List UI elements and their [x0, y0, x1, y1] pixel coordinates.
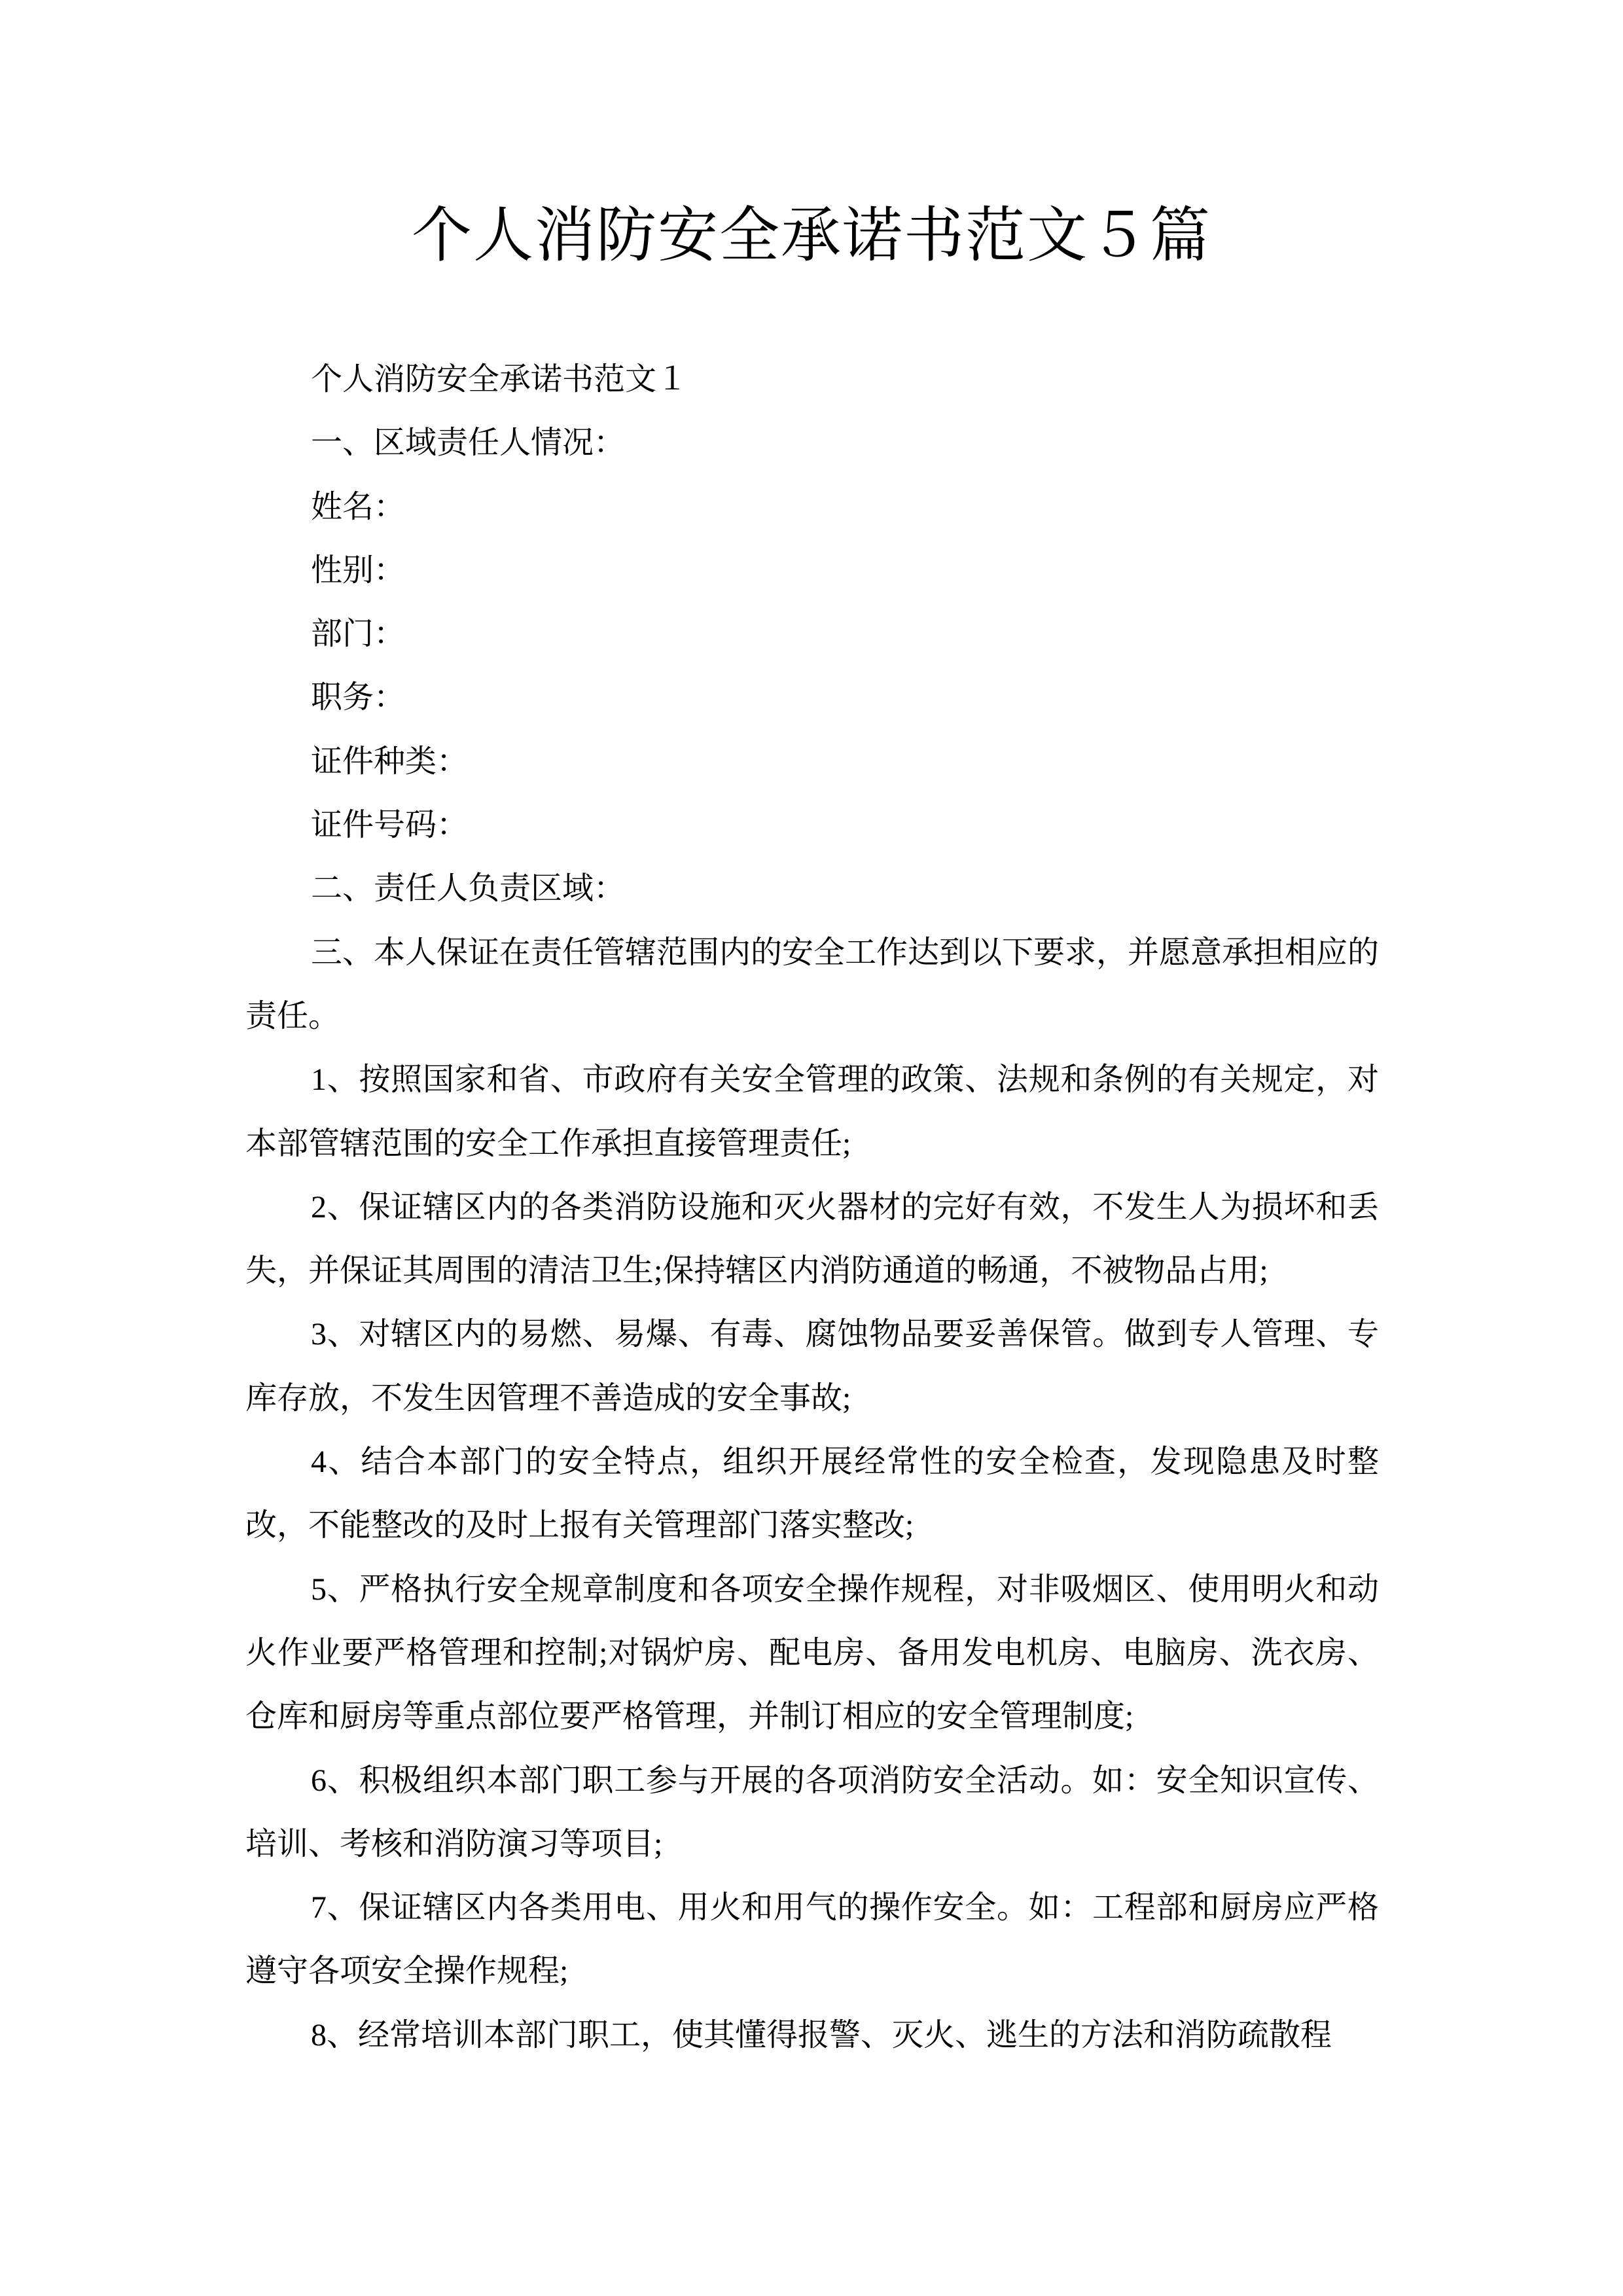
clause-4: 4、结合本部门的安全特点，组织开展经常性的安全检查，发现隐患及时整改，不能整改的及时上报有关管理部门落实整改; — [245, 1444, 1379, 1543]
clause-8: 8、经常培训本部门职工，使其懂得报警、灭火、逃生的方法和消防疏散程 — [311, 2017, 1332, 2053]
clause-1: 1、按照国家和省、市政府有关安全管理的政策、法规和条例的有关规定，对本部管辖范围的安全工作承担直接管理责任; — [245, 1062, 1379, 1161]
clause-5: 5、严格执行安全规章制度和各项安全操作规程，对非吸烟区、使用明火和动火作业要严格管理和控制;对锅炉房、配电房、备用发电机房、电脑房、洗衣房、仓库和厨房等重点部位要严格管理，并制订相应的安全管理制度; — [245, 1571, 1379, 1734]
field-label-name: 姓名： — [311, 489, 406, 524]
section-heading-sample-1: 个人消防安全承诺书范文１ — [311, 362, 688, 397]
field-label-gender: 性别： — [311, 552, 406, 588]
section-heading-responsible-person: 一、区域责任人情况： — [311, 425, 626, 461]
field-label-id-type: 证件种类： — [311, 744, 469, 779]
section-heading-commitment: 三、本人保证在责任管辖范围内的安全工作达到以下要求，并愿意承担相应的责任。 — [245, 935, 1380, 1033]
clause-2: 2、保证辖区内的各类消防设施和灭火器材的完好有效，不发生人为损坏和丢失，并保证其周围的清洁卫生;保持辖区内消防通道的畅通，不被物品占用; — [245, 1189, 1379, 1289]
field-label-position: 职务： — [311, 680, 406, 715]
document-body — [245, 348, 1379, 2067]
section-heading-responsible-area: 二、责任人负责区域： — [311, 871, 626, 906]
clause-7: 7、保证辖区内各类用电、用火和用气的操作安全。如：工程部和厨房应严格遵守各项安全操作规程; — [245, 1890, 1379, 1989]
field-label-department: 部门： — [311, 617, 406, 652]
clause-3: 3、对辖区内的易燃、易爆、有毒、腐蚀物品要妥善保管。做到专人管理、专库存放，不发生因管理不善造成的安全事故; — [245, 1317, 1379, 1416]
document-title: 个人消防安全承诺书范文５篇 — [411, 202, 1211, 269]
field-label-id-number: 证件号码： — [311, 808, 469, 843]
clause-6: 6、积极组织本部门职工参与开展的各项消防安全活动。如：安全知识宣传、培训、考核和消防演习等项目; — [245, 1763, 1379, 1861]
